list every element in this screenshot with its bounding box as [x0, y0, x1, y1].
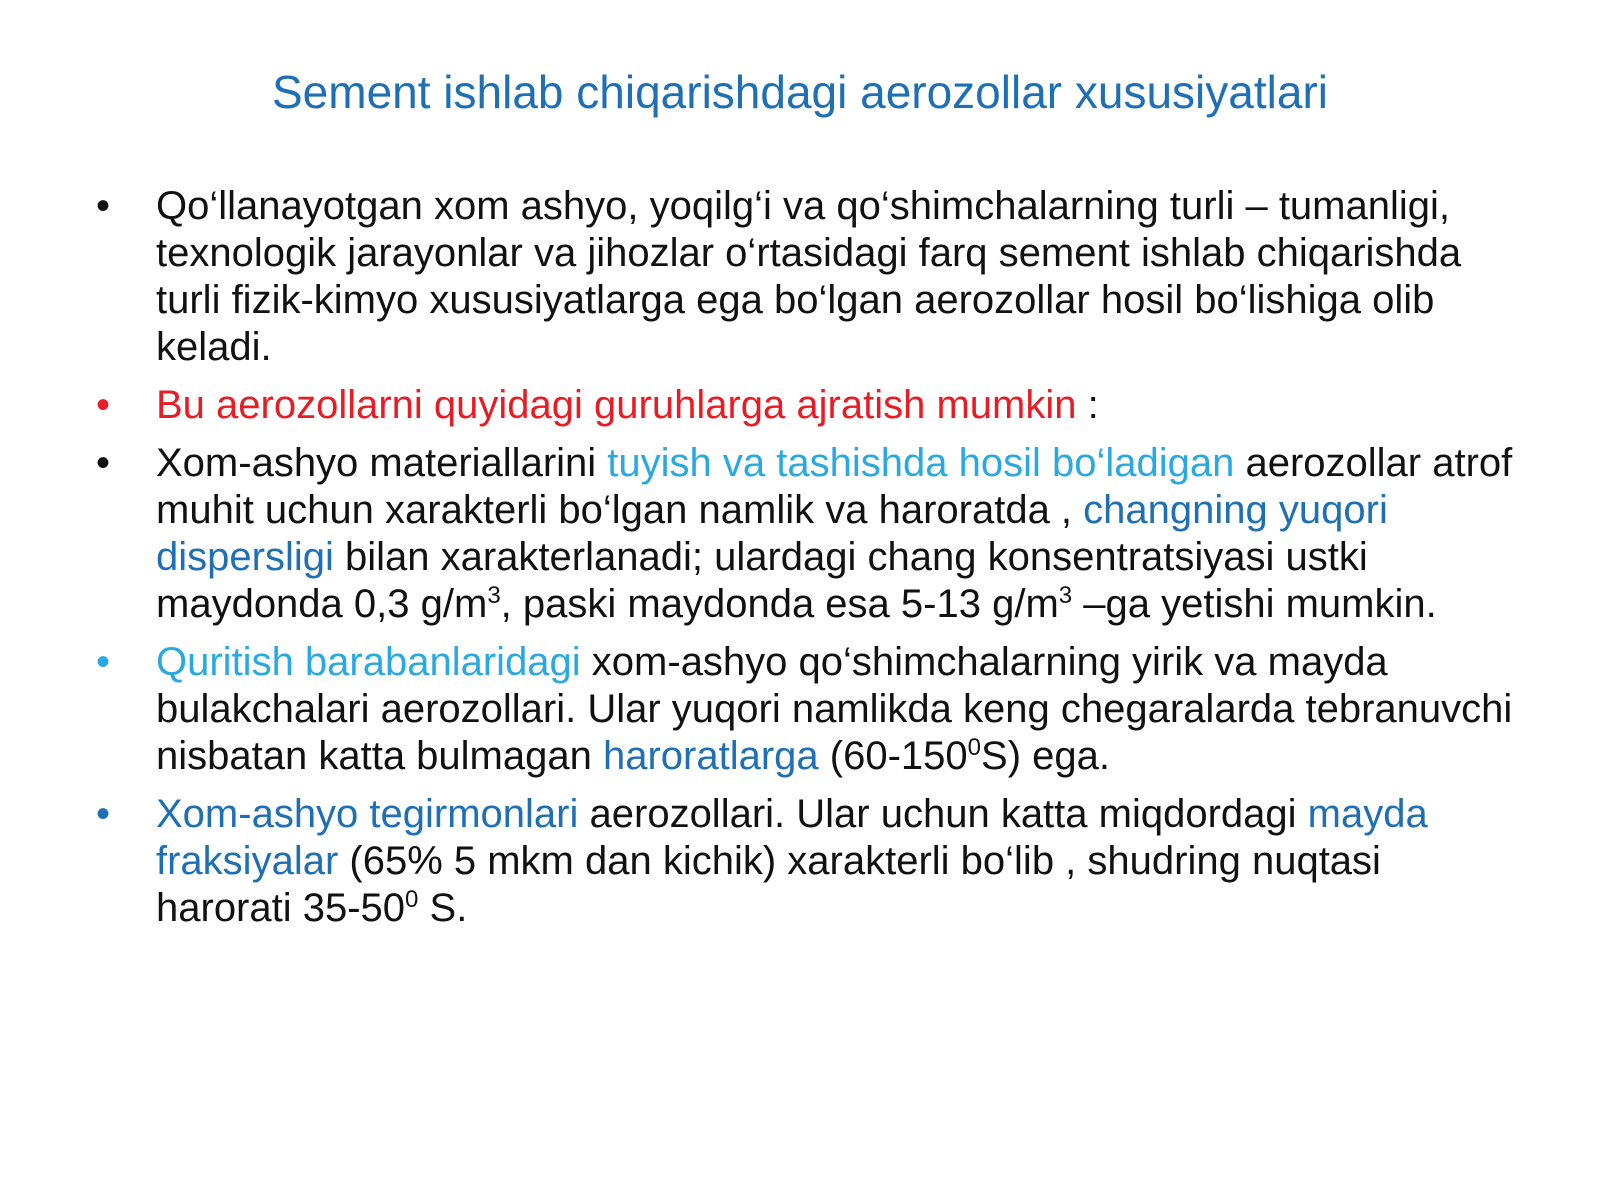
bullet-text: aerozollar atrof muhit uchun xarakterli bo‘lgan namlik va haroratda ,: [156, 441, 1513, 532]
bullet-highlight-text: changning yuqori dispersligi: [156, 488, 1388, 579]
bullet-highlight-text: mayda fraksiyalar: [156, 792, 1428, 883]
superscript: 3: [1058, 582, 1073, 609]
bullet-highlight-text: Xom-ashyo tegirmonlari: [156, 792, 579, 836]
bullet-highlight-text: tuyish va tashishda hosil bo‘ladigan: [607, 441, 1235, 485]
bullet-text: xom-ashyo qo‘shimchalarning yirik va mayda bulakchalari aerozollari. Ular yuqori namlikda keng chegaralarda tebranuvchi nisbatan katta bulmagan: [156, 640, 1513, 778]
bullet-text: aerozollari. Ular uchun katta miqdordagi: [578, 792, 1308, 836]
slide-title: Sement ishlab chiqarishdagi aerozollar xususiyatlari: [272, 66, 1328, 118]
bullet-text: S) ega.: [981, 734, 1110, 778]
bullet-dot-icon: •: [96, 184, 111, 228]
bullet-item-3: [96, 440, 1516, 628]
bullet-text: S.: [418, 886, 468, 930]
bullet-text: Xom-ashyo materiallarini: [156, 441, 608, 485]
bullet-highlight-text: Quritish barabanlaridagi: [156, 640, 581, 684]
bullet-dot-icon: •: [96, 441, 111, 485]
superscript: 3: [487, 582, 501, 609]
bullet-item-1: [96, 183, 1516, 371]
bullet-text: , paski maydonda esa 5-13 g/m: [500, 582, 1059, 626]
superscript: 0: [405, 886, 419, 913]
bullet-highlight-text: Bu aerozollarni quyidagi guruhlarga ajratish mumkin: [156, 383, 1077, 427]
bullet-text: –ga yetishi mumkin.: [1072, 582, 1437, 626]
bullet-highlight-text: haroratlarga: [602, 734, 819, 778]
superscript: 0: [967, 734, 982, 761]
bullet-dot-icon: •: [96, 792, 111, 836]
bullet-dot-icon: •: [96, 640, 111, 684]
bullet-dot-icon: •: [96, 383, 111, 427]
bullet-text: bilan xarakterlanadi; ulardagi chang konsentratsiyasi ustki maydonda 0,3 g/m: [156, 535, 1368, 626]
bullet-list: [96, 183, 1516, 943]
bullet-text: Qo‘llanayotgan xom ashyo, yoqilg‘i va qo‘shimchalarning turli – tumanligi, texnologik jarayonlar va jihozlar o‘rtasidagi farq sement ishlab chiqarishda turli fizik-kimyo xususiyatlarga ega bo‘lgan aerozollar hosil bo‘lishiga olib keladi.: [156, 184, 1462, 369]
bullet-text: (65% 5 mkm dan kichik) xarakterli bo‘lib , shudring nuqtasi harorati 35-50: [156, 839, 1381, 930]
bullet-item-5: [96, 791, 1516, 932]
bullet-item-4: [96, 639, 1516, 780]
bullet-text: :: [1076, 383, 1099, 427]
bullet-text: (60-150: [818, 734, 968, 778]
bullet-item-2: [96, 382, 1516, 429]
